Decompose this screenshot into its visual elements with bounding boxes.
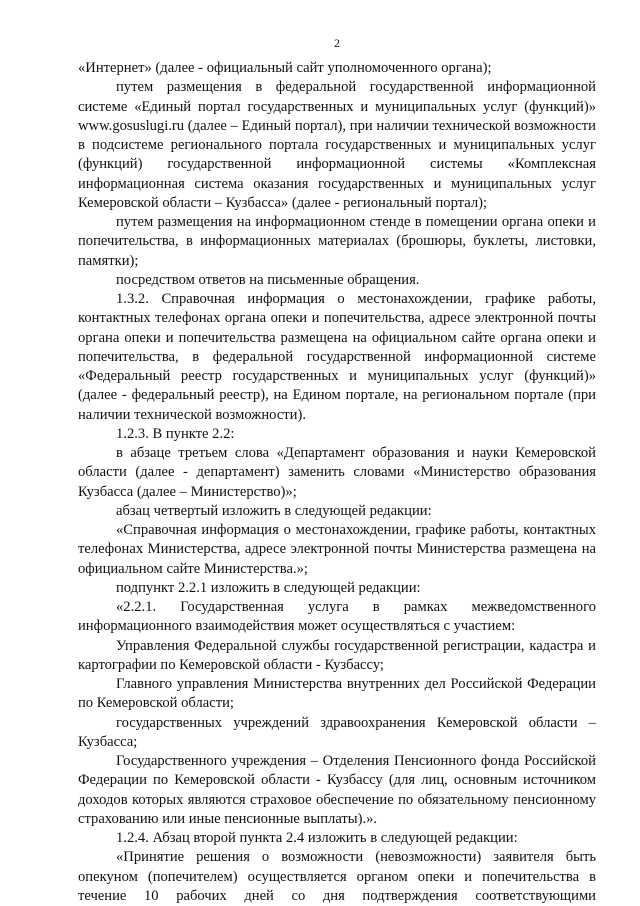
paragraph: государственных учреждений здравоохранения Кемеровской области – Кузбасса; — [78, 714, 596, 750]
paragraph: «2.2.1. Государственная услуга в рамках межведомственного информационного взаимодействия может осуществляться с участием: — [78, 599, 596, 635]
paragraph: «Справочная информация о местонахождении, графике работы, контактных телефонах Министерства, адресе электронной почты Министерства размещена на официальном сайте Министерства.»; — [78, 522, 596, 577]
paragraph: подпункт 2.2.1 изложить в следующей редакции: — [116, 579, 421, 596]
page-number: 2 — [334, 36, 340, 50]
paragraph: путем размещения на информационном стенде в помещении органа опеки и попечительства, в информационных материалах (брошюры, буклеты, листовки, памятки); — [78, 214, 596, 269]
paragraph: в абзаце третьем слова «Департамент образования и науки Кемеровской области (далее - департамент) заменить словами «Министерство образования Кузбасса (далее – Министерство)»; — [78, 445, 596, 500]
paragraph: 1.2.3. В пункте 2.2: — [116, 425, 235, 442]
paragraph: Управления Федеральной службы государственной регистрации, кадастра и картографии по Кемеровской области - Кузбассу; — [78, 637, 596, 673]
document-body — [78, 59, 596, 906]
document-page — [78, 36, 596, 906]
paragraph: 1.3.2. Справочная информация о местонахождении, графике работы, контактных телефонах органа опеки и попечительства, адресе электронной почты органа опеки и попечительства размещена на официальном сайте органа опеки и попечительства, в федеральной государственной информационной системе «Федеральный реестр государственных и муниципальных услуг (функций)» (далее - федеральный реестр), на Едином портале, на региональном портале (при наличии технической возможности). — [78, 291, 596, 423]
paragraph: Главного управления Министерства внутренних дел Российской Федерации по Кемеровской области; — [78, 676, 596, 712]
paragraph: Государственного учреждения – Отделения Пенсионного фонда Российской Федерации по Кемеровской области - Кузбассу (для лиц, основным источником доходов которых являются страховое обеспечение по обязательному пенсионному страхованию или иные пенсионные выплаты).». — [78, 753, 596, 827]
paragraph: 1.2.4. Абзац второй пункта 2.4 изложить в следующей редакции: — [116, 830, 518, 846]
paragraph: посредством ответов на письменные обращения. — [116, 271, 420, 288]
paragraph: «Принятие решения о возможности (невозможности) заявителя быть опекуном (попечителем) осуществляется органом опеки и попечительства в течение 10 рабочих дней со дня подтверждения соответствующими — [78, 849, 596, 904]
paragraph: «Интернет» (далее - официальный сайт уполномоченного органа); — [78, 60, 492, 76]
paragraph: абзац четвертый изложить в следующей редакции: — [116, 502, 432, 519]
paragraph: путем размещения в федеральной государственной информационной системе «Единый портал государственных и муниципальных услуг (функций)» www.gosuslugi.ru (далее – Единый портал), при наличии технической возможности в подсистеме регионального портала государственных и муниципальных услуг (функций) государственной информационной системы «Комплексная информационная система оказания государственных и муниципальных услуг Кемеровской области – Кузбасса» (далее - региональный портал); — [78, 79, 596, 211]
